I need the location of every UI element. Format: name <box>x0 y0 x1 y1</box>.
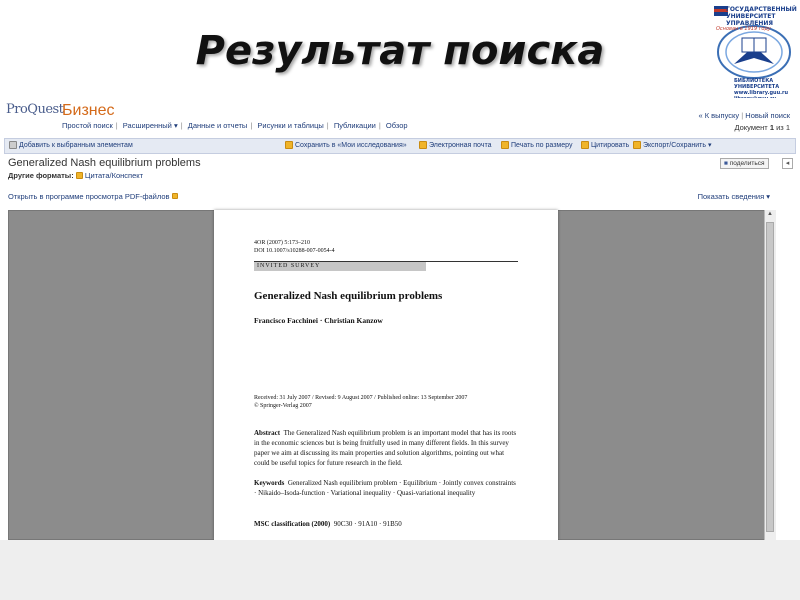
journal-info: 4OR (2007) 5:173–210 DOI 10.1007/s10288-007-0054-4 <box>254 240 335 254</box>
collapse-icon[interactable]: ◂ <box>782 158 793 169</box>
section-title: Бизнес <box>62 102 115 119</box>
cite-button[interactable]: Цитировать <box>581 141 629 149</box>
folder-icon <box>285 141 293 149</box>
slide-bottom-band <box>0 540 800 600</box>
nav-publications[interactable]: Публикации <box>333 121 376 130</box>
logo-tagline: Основан в 1919 году <box>716 26 771 32</box>
nav-data-reports[interactable]: Данные и отчеты <box>187 121 248 130</box>
paper-authors: Francisco Facchinei · Christian Kanzow <box>254 316 383 325</box>
nav-figures-tables[interactable]: Рисунки и таблицы <box>257 121 324 130</box>
document-counter: Документ 1 из 1 <box>734 123 790 132</box>
new-search-link[interactable]: Новый поиск <box>745 111 790 120</box>
save-to-research-button[interactable]: Сохранить в «Мои исследования» <box>285 141 407 149</box>
paper-dates: Received: 31 July 2007 / Revised: 9 August 2007 / Published online: 13 September 2007 © Springer-Verlag 2007 <box>254 395 468 409</box>
main-nav: Простой поиск | Расширенный ▾ | Данные и отчеты | Рисунки и таблицы | Публикации | Обзор <box>62 121 408 130</box>
share-icon: ■ <box>724 160 728 167</box>
export-save-button[interactable]: Экспорт/Сохранить ▾ <box>633 141 712 149</box>
add-to-selected-button[interactable]: Добавить к выбранным элементам <box>9 141 133 149</box>
proquest-window <box>0 98 800 540</box>
top-right-links: « К выпуску | Новый поиск <box>698 111 790 120</box>
print-button[interactable]: Печать по размеру <box>501 141 572 149</box>
nav-advanced-search[interactable]: Расширенный ▾ <box>122 121 178 130</box>
printer-icon <box>501 141 509 149</box>
invited-survey-band: INVITED SURVEY <box>254 262 426 271</box>
scrollbar-thumb[interactable] <box>766 222 774 532</box>
paper-abstract: Abstract The Generalized Nash equilibrium problem is an important model that has its roots in the economic sciences but is being fruitfully used in many different fields. In this survey paper we aim at discussing its main properties and solution algorithms, pointing out what could be useful topics for future research in the field. <box>254 429 517 467</box>
nav-basic-search[interactable]: Простой поиск <box>62 121 113 130</box>
citation-abstract-link[interactable]: Цитата/Конспект <box>84 171 144 180</box>
paper-msc: MSC classification (2000) 90C30 · 91A10 · 91B50 <box>254 520 402 528</box>
disk-icon <box>633 141 641 149</box>
quote-icon <box>581 141 589 149</box>
document-icon <box>76 172 83 179</box>
external-window-icon <box>172 193 178 199</box>
logo-library-site: www.library.guu.ru <box>734 90 789 96</box>
scroll-up-arrow-icon[interactable]: ▲ <box>767 211 773 217</box>
show-details-link[interactable]: Показать сведения ▾ <box>697 192 770 201</box>
logo-library-name: БИБЛИОТЕКА УНИВЕРСИТЕТА <box>734 78 780 90</box>
proquest-logo[interactable]: ProQuest <box>6 102 64 117</box>
pdf-page <box>214 210 558 540</box>
email-button[interactable]: Электронная почта <box>419 141 491 149</box>
slide-title: Результат поиска <box>195 28 605 74</box>
envelope-icon <box>419 141 427 149</box>
other-formats: Другие форматы: Цитата/Конспект <box>8 171 144 180</box>
share-button[interactable]: ■ поделиться <box>720 158 769 169</box>
back-to-issue-link[interactable]: « К выпуску <box>698 111 740 120</box>
document-title: Generalized Nash equilibrium problems <box>8 157 201 169</box>
logo-university-name: ГОСУДАРСТВЕННЫЙ УНИВЕРСИТЕТ УПРАВЛЕНИЯ <box>726 6 797 27</box>
checkbox-icon <box>9 141 17 149</box>
paper-keywords: Keywords Generalized Nash equilibrium problem · Equilibrium · Jointly convex constraints · Nikaido–Isoda-function · Variational inequality · Quasi-variational inequality <box>254 479 516 497</box>
nav-browse[interactable]: Обзор <box>385 121 408 130</box>
open-pdf-viewer-link[interactable]: Открыть в программе просмотра PDF-файлов <box>8 192 178 201</box>
paper-title: Generalized Nash equilibrium problems <box>254 290 443 302</box>
action-toolbar <box>4 138 796 154</box>
